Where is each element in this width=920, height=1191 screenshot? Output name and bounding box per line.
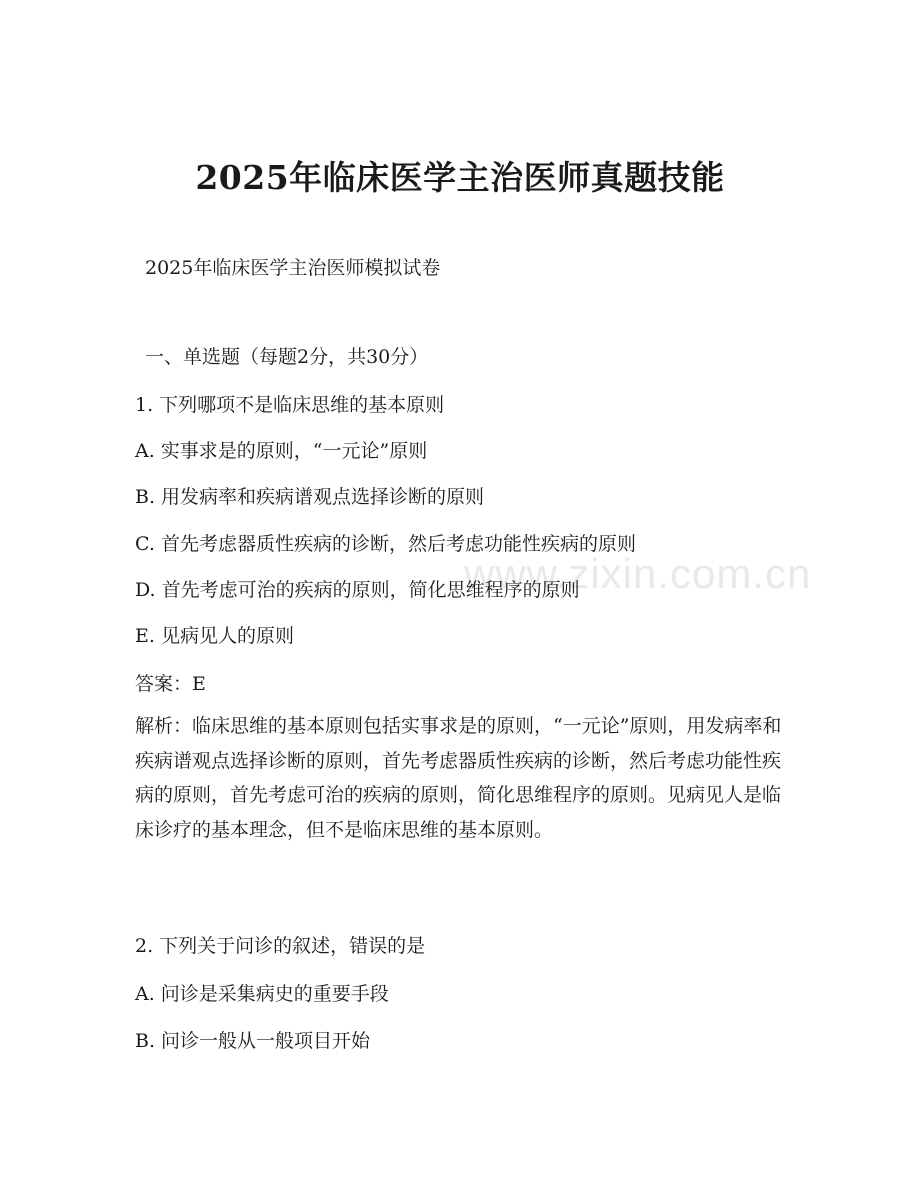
question-1-option-c: C. 首先考虑器质性疾病的诊断，然后考虑功能性疾病的原则 (135, 533, 636, 555)
question-1-option-a: A. 实事求是的原则，“一元论”原则 (135, 440, 428, 462)
question-1-analysis: 解析：临床思维的基本原则包括实事求是的原则，“一元论”原则，用发病率和疾病谱观点选择诊断的原则，首先考虑器质性疾病的诊断，然后考虑功能性疾病的原则，首先考虑可治的疾病的原则，简化思维程序的原则。见病见人是临床诊疗的基本理念，但不是临床思维的基本原则。 (135, 715, 782, 841)
question-1-stem: 1. 下列哪项不是临床思维的基本原则 (135, 394, 445, 416)
section-heading: 一、单选题（每题2分，共30分） (145, 346, 429, 368)
question-1-option-d: D. 首先考虑可治的疾病的原则，简化思维程序的原则 (135, 579, 580, 601)
document-subtitle: 2025年临床医学主治医师模拟试卷 (145, 257, 441, 279)
question-1-answer: 答案：E (135, 673, 206, 695)
question-2-option-b: B. 问诊一般从一般项目开始 (135, 1030, 371, 1052)
watermark: www.zixin.com.cn (464, 550, 812, 597)
question-1-option-e: E. 见病见人的原则 (135, 625, 294, 647)
question-2-option-a: A. 问诊是采集病史的重要手段 (135, 983, 389, 1005)
page-title: 2025年临床医学主治医师真题技能 (195, 158, 725, 197)
question-2-stem: 2. 下列关于问诊的叙述，错误的是 (135, 935, 426, 957)
question-1-option-b: B. 用发病率和疾病谱观点选择诊断的原则 (135, 486, 485, 508)
